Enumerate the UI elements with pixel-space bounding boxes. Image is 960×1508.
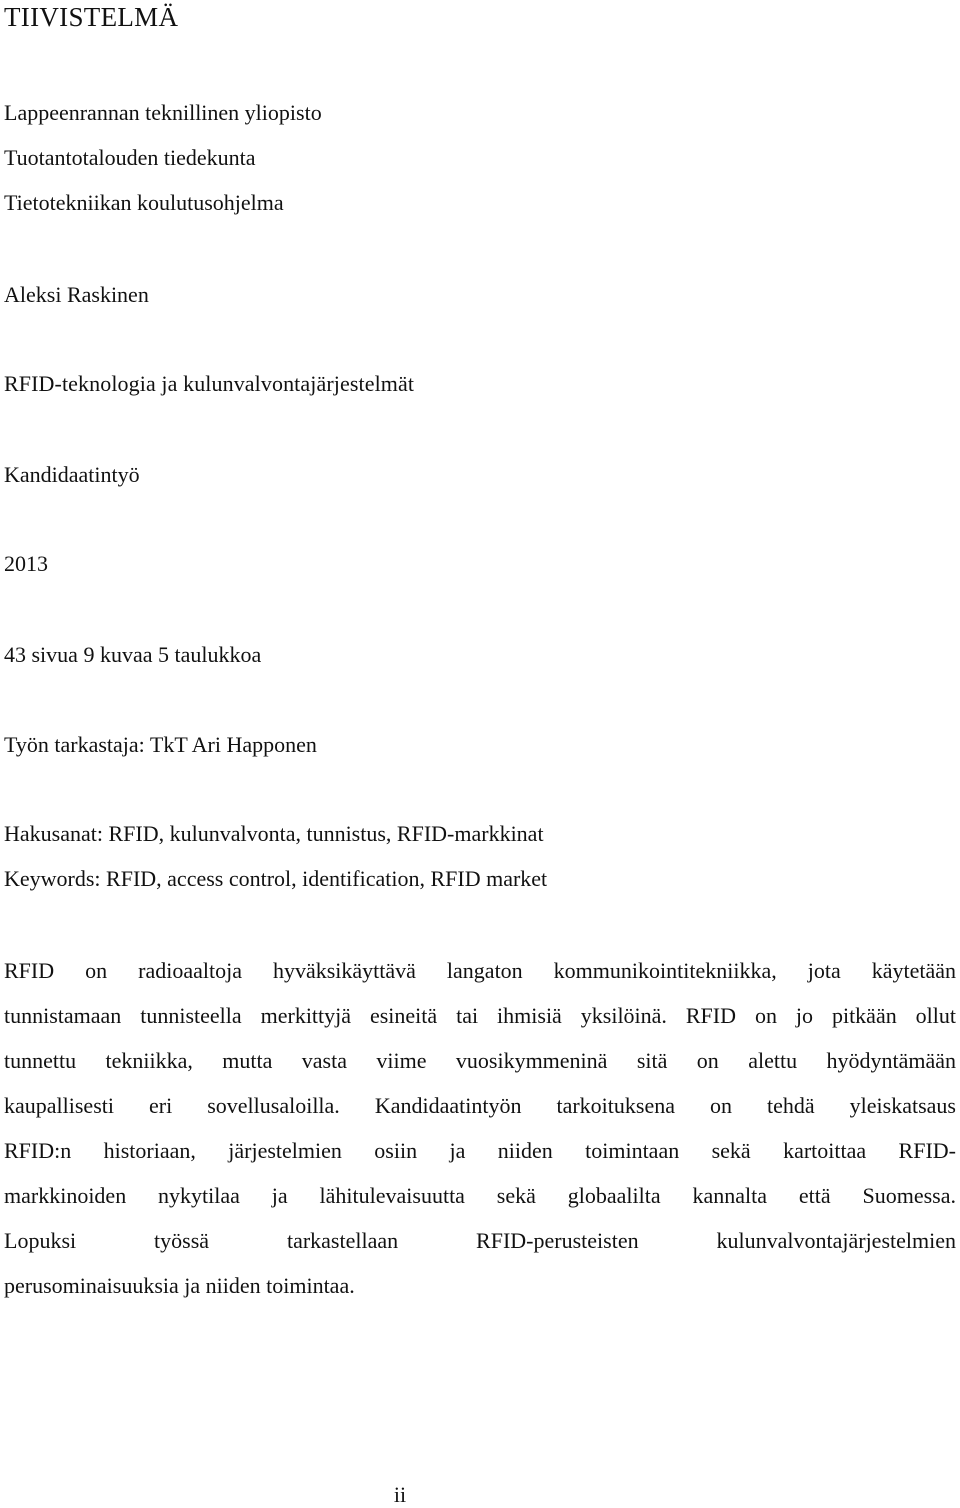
program-name: Tietotekniikan koulutusohjelma bbox=[4, 190, 284, 215]
page-number: ii bbox=[393, 1482, 407, 1507]
abstract-line: tunnettu tekniikka, mutta vasta viime vuosikymmeninä sitä on alettu hyödyntämään bbox=[4, 1048, 956, 1073]
author-name: Aleksi Raskinen bbox=[4, 282, 149, 307]
faculty-name: Tuotantotalouden tiedekunta bbox=[4, 145, 256, 170]
abstract-line: markkinoiden nykytilaa ja lähitulevaisuutta sekä globaalilta kannalta että Suomessa. bbox=[4, 1183, 956, 1208]
abstract-line: tunnistamaan tunnisteella merkittyjä esineitä tai ihmisiä yksilöinä. RFID on jo pitkään ollut bbox=[4, 1003, 956, 1028]
examiner-line: Työn tarkastaja: TkT Ari Happonen bbox=[4, 732, 317, 757]
keywords-english: Keywords: RFID, access control, identification, RFID market bbox=[4, 866, 548, 891]
abstract-line: perusominaisuuksia ja niiden toimintaa. bbox=[4, 1273, 355, 1298]
abstract-line: RFID on radioaaltoja hyväksikäyttävä langaton kommunikointitekniikka, jota käytetään bbox=[4, 958, 956, 983]
thesis-title: RFID-teknologia ja kulunvalvontajärjestelmät bbox=[4, 371, 415, 396]
abstract-body bbox=[4, 954, 956, 1314]
thesis-extent: 43 sivua 9 kuvaa 5 taulukkoa bbox=[4, 642, 262, 667]
abstract-line: Lopuksi työssä tarkastellaan RFID-perusteisten kulunvalvontajärjestelmien bbox=[4, 1228, 956, 1253]
page-heading: TIIVISTELMÄ bbox=[4, 2, 179, 32]
keywords-finnish: Hakusanat: RFID, kulunvalvonta, tunnistus, RFID-markkinat bbox=[4, 821, 544, 846]
abstract-line: RFID:n historiaan, järjestelmien osiin ja niiden toimintaan sekä kartoittaa RFID- bbox=[4, 1138, 956, 1163]
abstract-line: kaupallisesti eri sovellusaloilla. Kandidaatintyön tarkoituksena on tehdä yleiskatsaus bbox=[4, 1093, 956, 1118]
thesis-year: 2013 bbox=[4, 551, 48, 576]
thesis-type: Kandidaatintyö bbox=[4, 462, 140, 487]
university-name: Lappeenrannan teknillinen yliopisto bbox=[4, 100, 322, 125]
